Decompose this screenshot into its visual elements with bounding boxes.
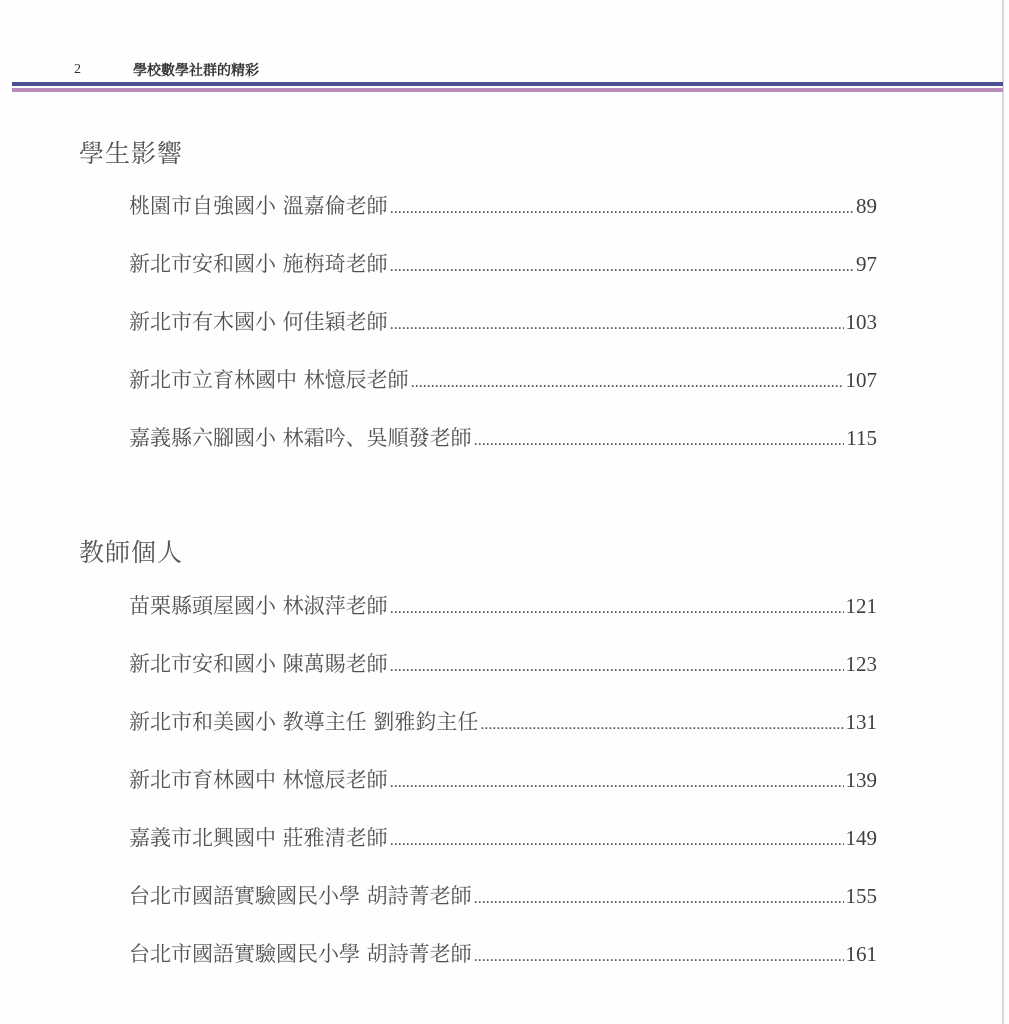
toc-entry-page: 89	[856, 194, 877, 218]
page-edge	[1002, 0, 1004, 1024]
dot-leader	[480, 716, 843, 734]
dot-leader	[474, 432, 845, 450]
section-title-teacher-personal: 教師個人	[79, 538, 184, 567]
toc-entry-page: 149	[845, 826, 877, 850]
dot-leader	[474, 948, 844, 966]
dot-leader	[390, 316, 844, 334]
toc-entry[interactable]	[129, 822, 877, 856]
toc-entry[interactable]	[129, 422, 877, 456]
header-rule-blue	[12, 82, 1003, 86]
toc-entry[interactable]	[129, 590, 877, 624]
section-title-student-impact: 學生影響	[79, 139, 184, 168]
toc-entry-page: 97	[856, 252, 877, 276]
toc-entry-name: 嘉義縣六腳國小 林霜吟、吳順發老師	[129, 426, 472, 450]
dot-leader	[390, 658, 844, 676]
toc-entry-page: 131	[845, 710, 877, 734]
toc-entry[interactable]	[129, 938, 877, 972]
page-header	[0, 58, 1009, 102]
toc-entry-page: 161	[845, 942, 877, 966]
toc-entry-name: 嘉義市北興國中 莊雅清老師	[129, 826, 388, 850]
toc-entry-name: 新北市立育林國中 林憶辰老師	[129, 368, 409, 392]
dot-leader	[390, 832, 844, 850]
toc-entry-name: 新北市育林國中 林憶辰老師	[129, 768, 388, 792]
running-title: 學校數學社群的精彩	[133, 63, 259, 79]
toc-entry-name: 苗栗縣頭屋國小 林淑萍老師	[129, 594, 388, 618]
toc-entry-name: 台北市國語實驗國民小學 胡詩菁老師	[129, 884, 472, 908]
toc-entry[interactable]	[129, 764, 877, 798]
toc-entry-name: 新北市安和國小 陳萬賜老師	[129, 652, 388, 676]
toc-entry[interactable]	[129, 706, 877, 740]
toc-entry[interactable]	[129, 648, 877, 682]
dot-leader	[474, 890, 844, 908]
toc-entry-page: 121	[845, 594, 877, 618]
toc-entry[interactable]	[129, 190, 877, 224]
toc-entry-name: 新北市和美國小 教導主任 劉雅鈞主任	[129, 710, 479, 734]
toc-entry[interactable]	[129, 306, 877, 340]
toc-entry-name: 桃園市自強國小 溫嘉倫老師	[129, 194, 388, 218]
dot-leader	[390, 774, 844, 792]
dot-leader	[390, 600, 844, 618]
toc-entry-name: 台北市國語實驗國民小學 胡詩菁老師	[129, 942, 472, 966]
toc-entry-page: 107	[845, 368, 877, 392]
toc-entry-page: 103	[845, 310, 877, 334]
toc-entry-page: 139	[845, 768, 877, 792]
page-number: 2	[74, 62, 81, 77]
toc-entry-page: 155	[845, 884, 877, 908]
dot-leader	[390, 200, 854, 218]
header-rule-pink	[12, 88, 1003, 92]
toc-entry[interactable]	[129, 364, 877, 398]
dot-leader	[411, 374, 844, 392]
dot-leader	[390, 258, 854, 276]
toc-entry-name: 新北市安和國小 施栴琦老師	[129, 252, 388, 276]
toc-entry-page: 123	[845, 652, 877, 676]
toc-entry-name: 新北市有木國小 何佳穎老師	[129, 310, 388, 334]
toc-entry[interactable]	[129, 248, 877, 282]
toc-entry[interactable]	[129, 880, 877, 914]
toc-entry-page: 115	[846, 426, 877, 450]
